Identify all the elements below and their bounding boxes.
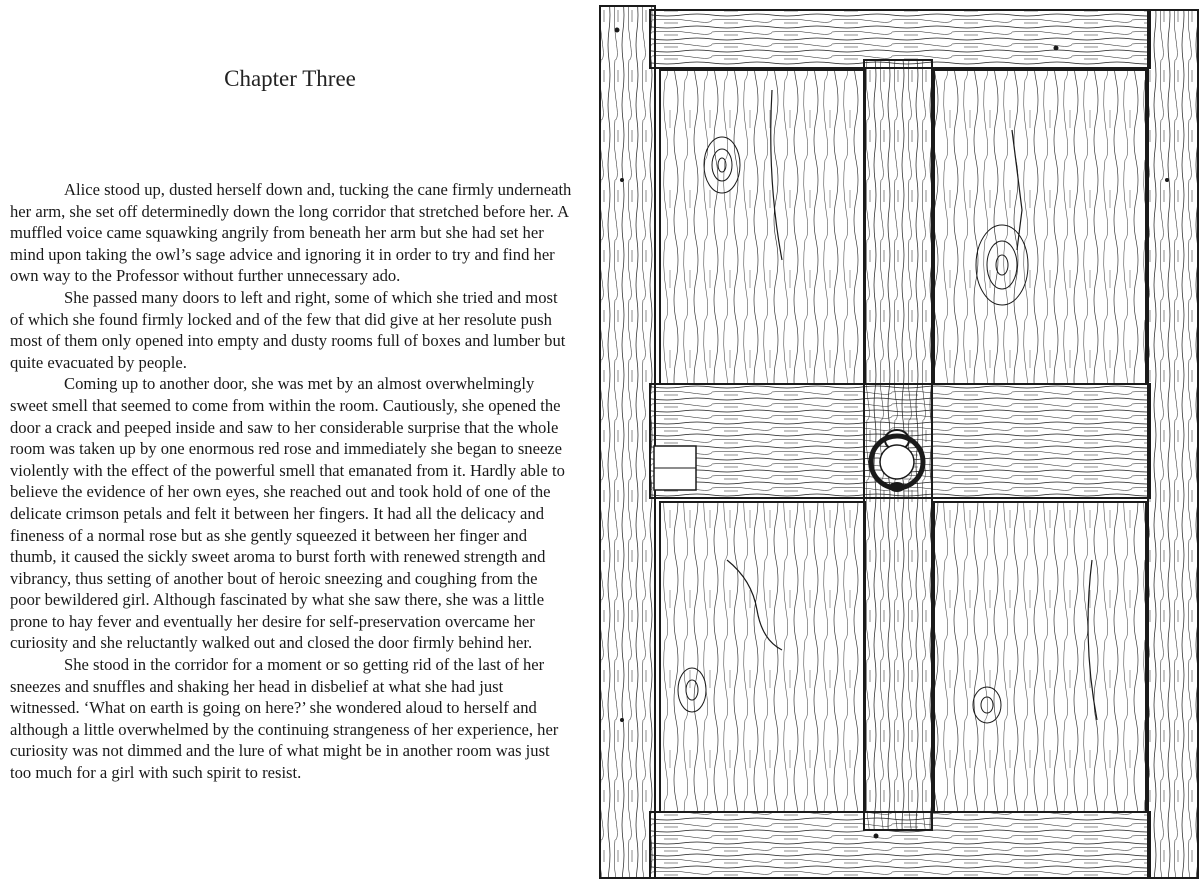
- door-drawing: [592, 0, 1200, 884]
- paragraph-2: She passed many doors to left and right, some of which she tried and most of which she found firmly locked and of the few that did give at her resolute push most of them only opened into empty and dusty rooms full of boxes and lumber but quite evacuated by people.: [10, 287, 566, 372]
- paragraph-1: Alice stood up, dusted herself down and, tucking the cane firmly underneath her arm, she set off determinedly down the long corridor that stretched before her. A muffled voice came squawking angrily from beneath her arm but she had set her mind upon taking the owl’s sage advice and ignoring it in order to try and find her own way to the Professor without further unnecessary ado.: [10, 180, 572, 286]
- paragraph-3: Coming up to another door, she was met by an almost overwhelmingly sweet smell that seemed to come from within the room. Cautiously, she opened the door a crack and peeped inside and saw to her considerable surprise that the whole room was taken up by one enormous red rose and immediately she began to sneeze violently with the effect of the powerful smell that emanated from it. Hardly able to believe the evidence of her own eyes, she reached out and took hold of one of the delicate crimson petals and felt it between her fingers. It had all the delicacy and fineness of a normal rose but as she gently squeezed it between her finger and thumb, it caused the sickly sweet aroma to burst forth with renewed strength and vibrancy, thus setting of another bout of heroic sneezing and coughing from the poor bewildered girl. Although fascinated by what she saw there, she was a little prone to hay fever and eventually her desire for self-preservation overcame her curiosity and she reluctantly walked out and closed the door firmly behind her.: [10, 374, 565, 653]
- paragraph-4: She stood in the corridor for a moment or so getting rid of the last of her sneezes and snuffles and shaking her head in disbelief at what she had just witnessed. ‘What on earth is going on here?’ she wondered aloud to herself and although a little overwhelmed by the continuing strangeness of her experience, her curiosity was not dimmed and the lure of what might be in another room was just too much for a girl with such spirit to resist.: [10, 655, 559, 783]
- chapter-body: [10, 179, 572, 784]
- text-page: [0, 0, 580, 884]
- chapter-title: Chapter Three: [224, 66, 356, 91]
- door-illustration: [592, 0, 1200, 884]
